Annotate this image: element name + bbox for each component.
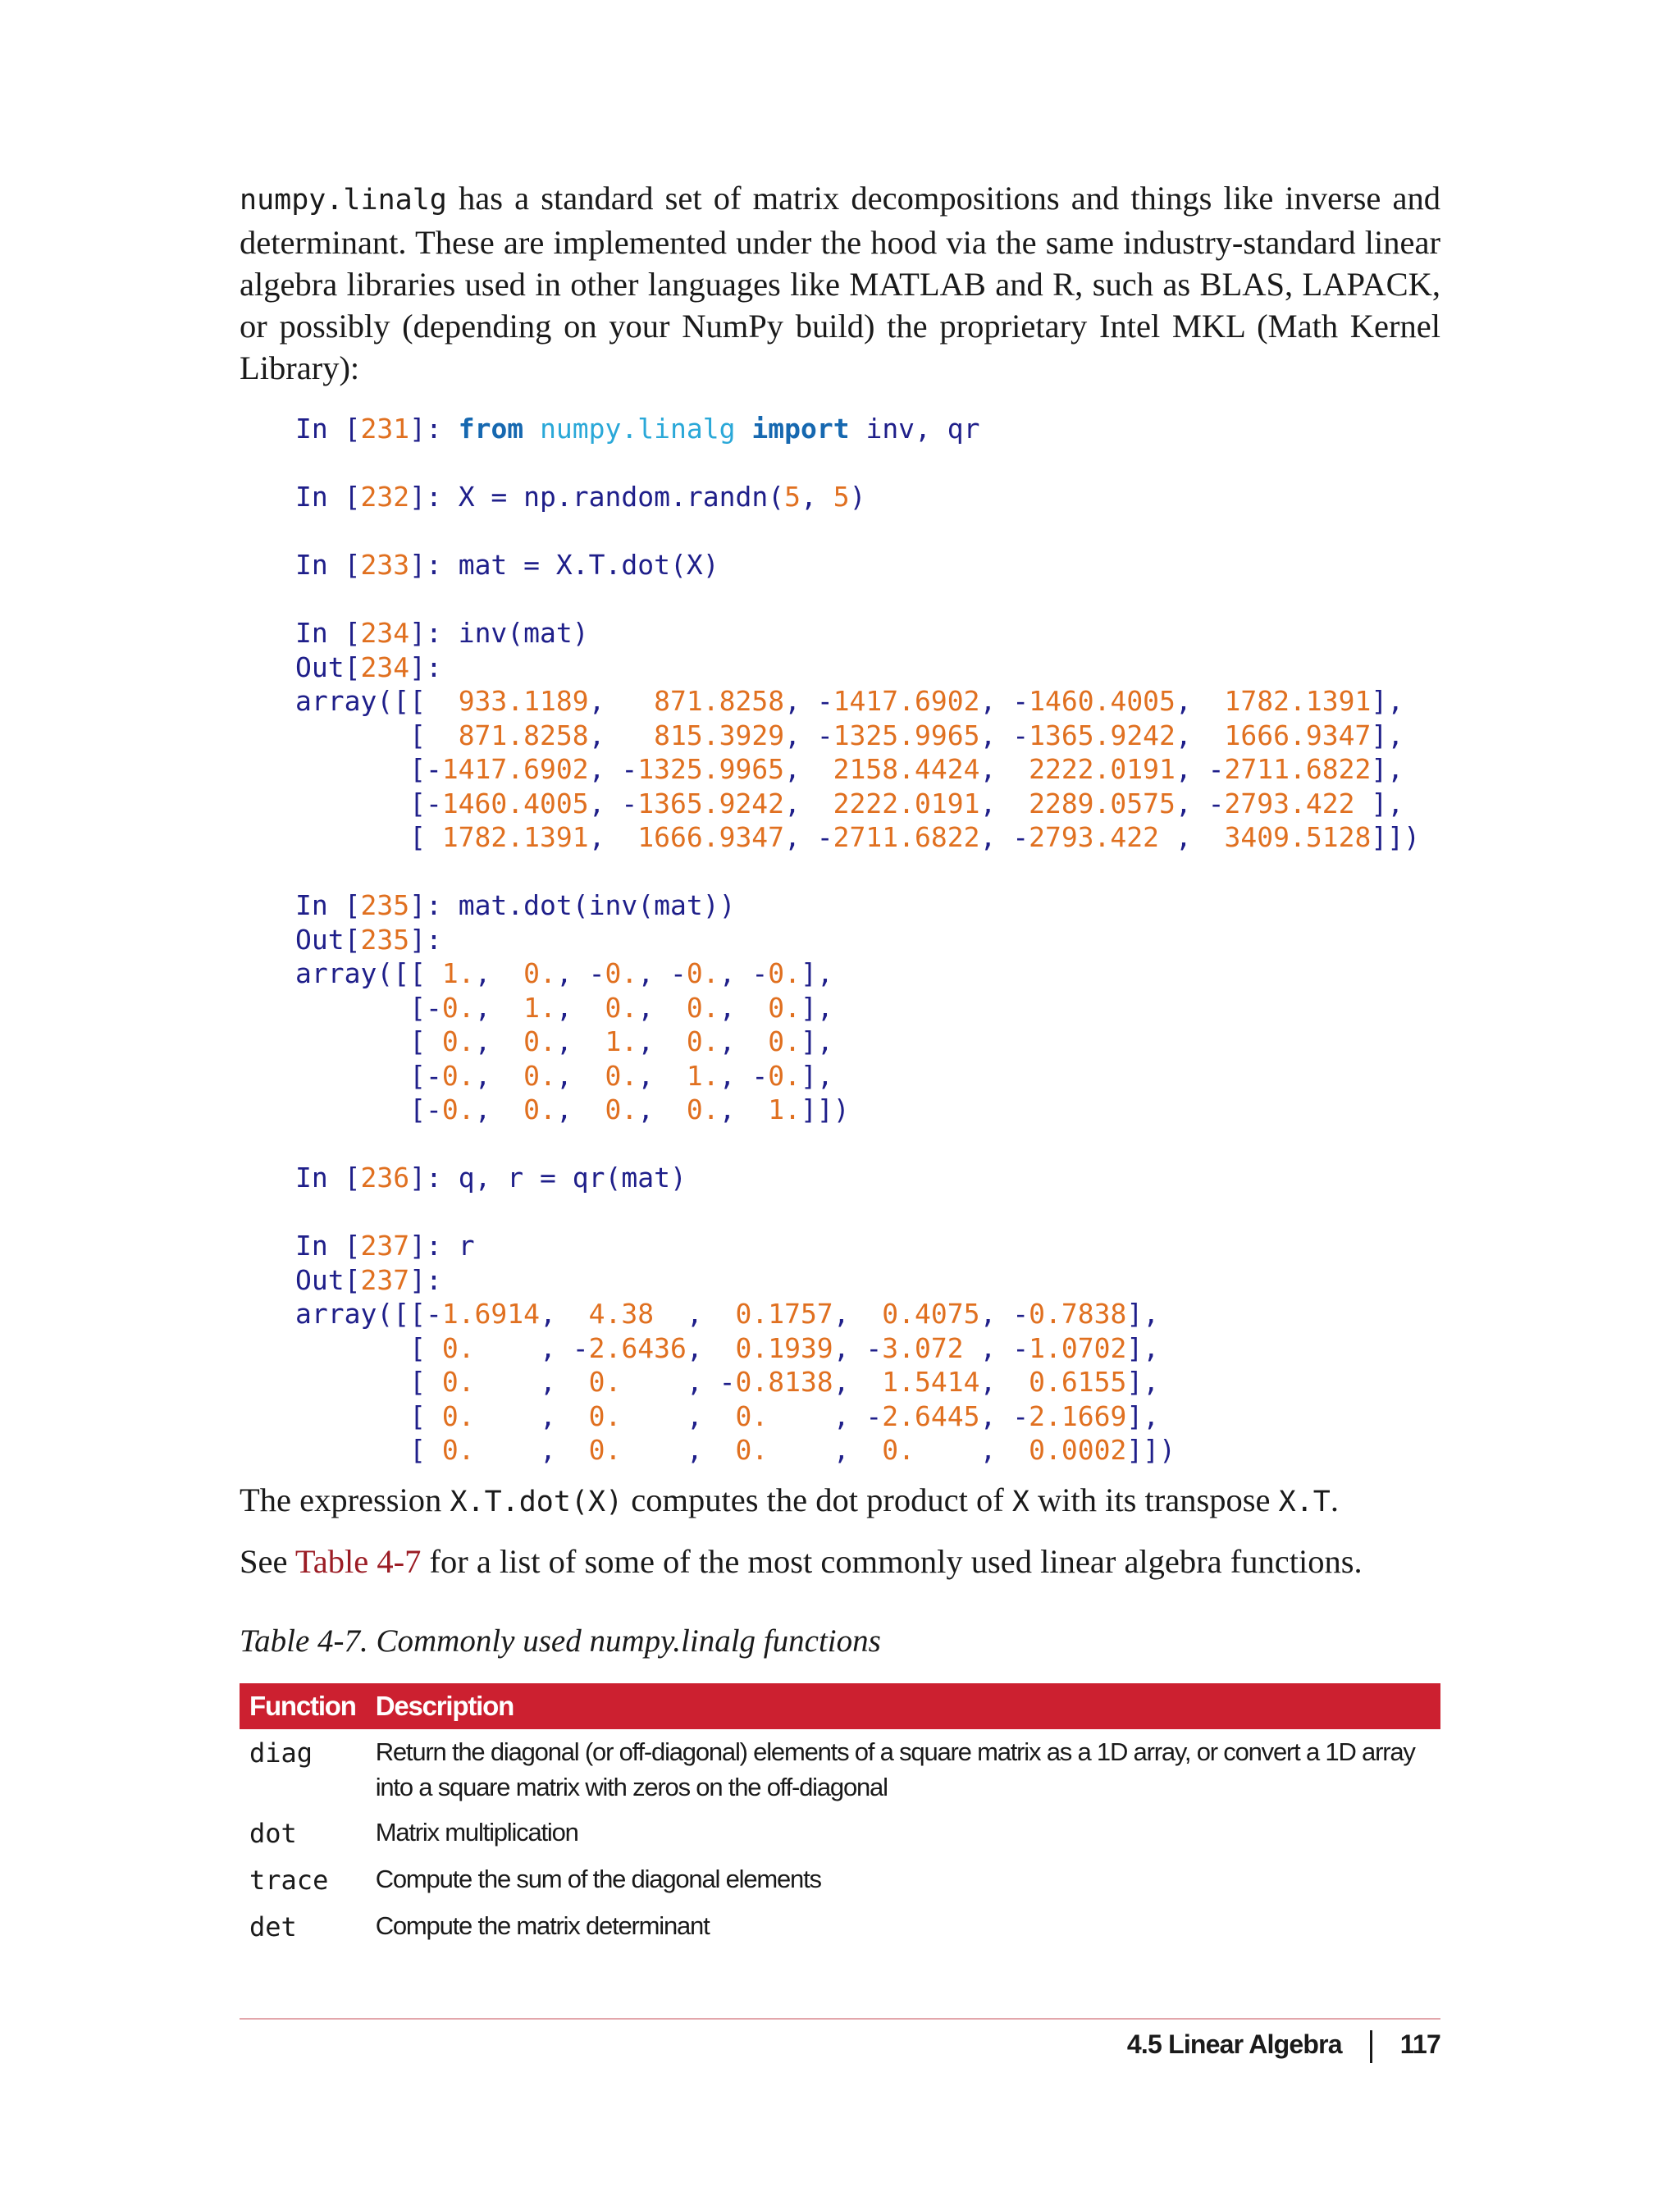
intro-mono-term: numpy.linalg	[240, 184, 447, 217]
expr-text-4: .	[1330, 1481, 1339, 1518]
see-table-paragraph	[240, 1541, 1440, 1582]
row-function: trace	[249, 1865, 329, 1896]
code-line: [ 0. , 0. , 0. , 0. , 0.0002]])	[295, 1434, 1176, 1466]
code-line	[295, 855, 1444, 889]
code-line	[295, 446, 1444, 481]
page-number: 117	[1399, 2029, 1440, 2059]
code-line: [-0., 1., 0., 0., 0.],	[295, 991, 833, 1024]
row-function: det	[249, 1911, 297, 1942]
expr-code-2: X	[1011, 1486, 1029, 1518]
expr-text-2: computes the dot product of	[623, 1481, 1012, 1518]
table-header-row	[240, 1683, 1440, 1729]
see-text-2: for a list of some of the most commonly used linear algebra functions.	[421, 1543, 1363, 1580]
code-line	[295, 582, 1444, 617]
code-line	[295, 1127, 1444, 1162]
code-line: [-1460.4005, -1365.9242, 2222.0191, 2289.0575, -2793.422 ],	[295, 787, 1404, 819]
code-line: In [233]: mat = X.T.dot(X)	[295, 549, 719, 581]
expr-text-3: with its transpose	[1029, 1481, 1279, 1518]
row-description: Compute the sum of the diagonal elements	[375, 1865, 821, 1893]
expr-code-1: X.T.dot(X)	[450, 1486, 623, 1518]
see-text-1: See	[240, 1543, 295, 1580]
code-line: [ 0. , 0. , 0. , -2.6445, -2.1669],	[295, 1399, 1160, 1432]
table-row	[240, 1903, 1440, 1950]
code-line: In [234]: inv(mat)	[295, 617, 589, 649]
code-line: array([[ 1., 0., -0., -0., -0.],	[295, 957, 833, 989]
code-line: array([[ 933.1189, 871.8258, -1417.6902, -1460.4005, 1782.1391],	[295, 685, 1404, 717]
row-description: Matrix multiplication	[375, 1818, 578, 1847]
code-line: [-0., 0., 0., 0., 1.]])	[295, 1093, 850, 1125]
row-description: Return the diagonal (or off-diagonal) elements of a square matrix as a 1D array, or convert a 1D array into a square matrix with zeros on the off-diagonal	[375, 1737, 1415, 1801]
table-row	[240, 1810, 1440, 1856]
code-line: In [237]: r	[295, 1230, 475, 1262]
functions-table	[240, 1683, 1440, 1950]
code-line: [ 1782.1391, 1666.9347, -2711.6822, -2793.422 , 3409.5128]])	[295, 821, 1420, 853]
intro-paragraph	[240, 177, 1440, 389]
row-description: Compute the matrix determinant	[375, 1911, 710, 1940]
row-function: diag	[249, 1737, 313, 1769]
footer-rule	[240, 2018, 1440, 2020]
code-line: [ 0. , 0. , -0.8138, 1.5414, 0.6155],	[295, 1366, 1160, 1398]
code-line: [-1417.6902, -1325.9965, 2158.4424, 2222.0191, -2711.6822],	[295, 753, 1404, 785]
table-row	[240, 1729, 1440, 1810]
expr-text-1: The expression	[240, 1481, 450, 1518]
footer-separator	[1370, 2030, 1372, 2063]
code-line	[295, 1195, 1444, 1230]
expr-code-3: X.T	[1278, 1486, 1331, 1518]
code-line: [ 0., 0., 1., 0., 0.],	[295, 1025, 833, 1057]
table-4-7-link[interactable]: Table 4-7	[294, 1543, 422, 1580]
code-line: Out[235]:	[295, 923, 442, 956]
footer-section: 4.5 Linear Algebra	[1126, 2029, 1342, 2059]
page-footer	[1127, 2029, 1440, 2063]
code-block	[295, 412, 1444, 1468]
table-row	[240, 1856, 1440, 1903]
header-description: Description	[366, 1683, 1440, 1729]
code-line: In [232]: X = np.random.randn(5, 5)	[295, 481, 866, 513]
code-line: Out[234]:	[295, 651, 442, 683]
code-line: In [231]: from numpy.linalg import inv, qr	[295, 413, 980, 445]
row-function: dot	[249, 1818, 297, 1849]
header-function: Function	[240, 1683, 366, 1729]
table-caption: Table 4-7. Commonly used numpy.linalg functions	[240, 1623, 881, 1659]
code-line: In [236]: q, r = qr(mat)	[295, 1162, 687, 1194]
code-line: In [235]: mat.dot(inv(mat))	[295, 889, 736, 921]
code-line: Out[237]:	[295, 1263, 442, 1296]
code-line: [ 871.8258, 815.3929, -1325.9965, -1365.9242, 1666.9347],	[295, 719, 1404, 751]
expression-paragraph	[240, 1479, 1440, 1523]
code-line: [ 0. , -2.6436, 0.1939, -3.072 , -1.0702],	[295, 1331, 1160, 1364]
code-line	[295, 514, 1444, 549]
code-line: array([[-1.6914, 4.38 , 0.1757, 0.4075, -0.7838],	[295, 1298, 1160, 1330]
code-line: [-0., 0., 0., 1., -0.],	[295, 1059, 833, 1092]
intro-text: has a standard set of matrix decompositions and things like inverse and determinant. These are implemented under the hood via the same industry-standard linear algebra libraries used in other languages like MATLAB and R, such as BLAS, LAPACK, or possibly (depending on your NumPy build) the proprietary Intel MKL (Math Kernel Library):	[240, 180, 1440, 386]
